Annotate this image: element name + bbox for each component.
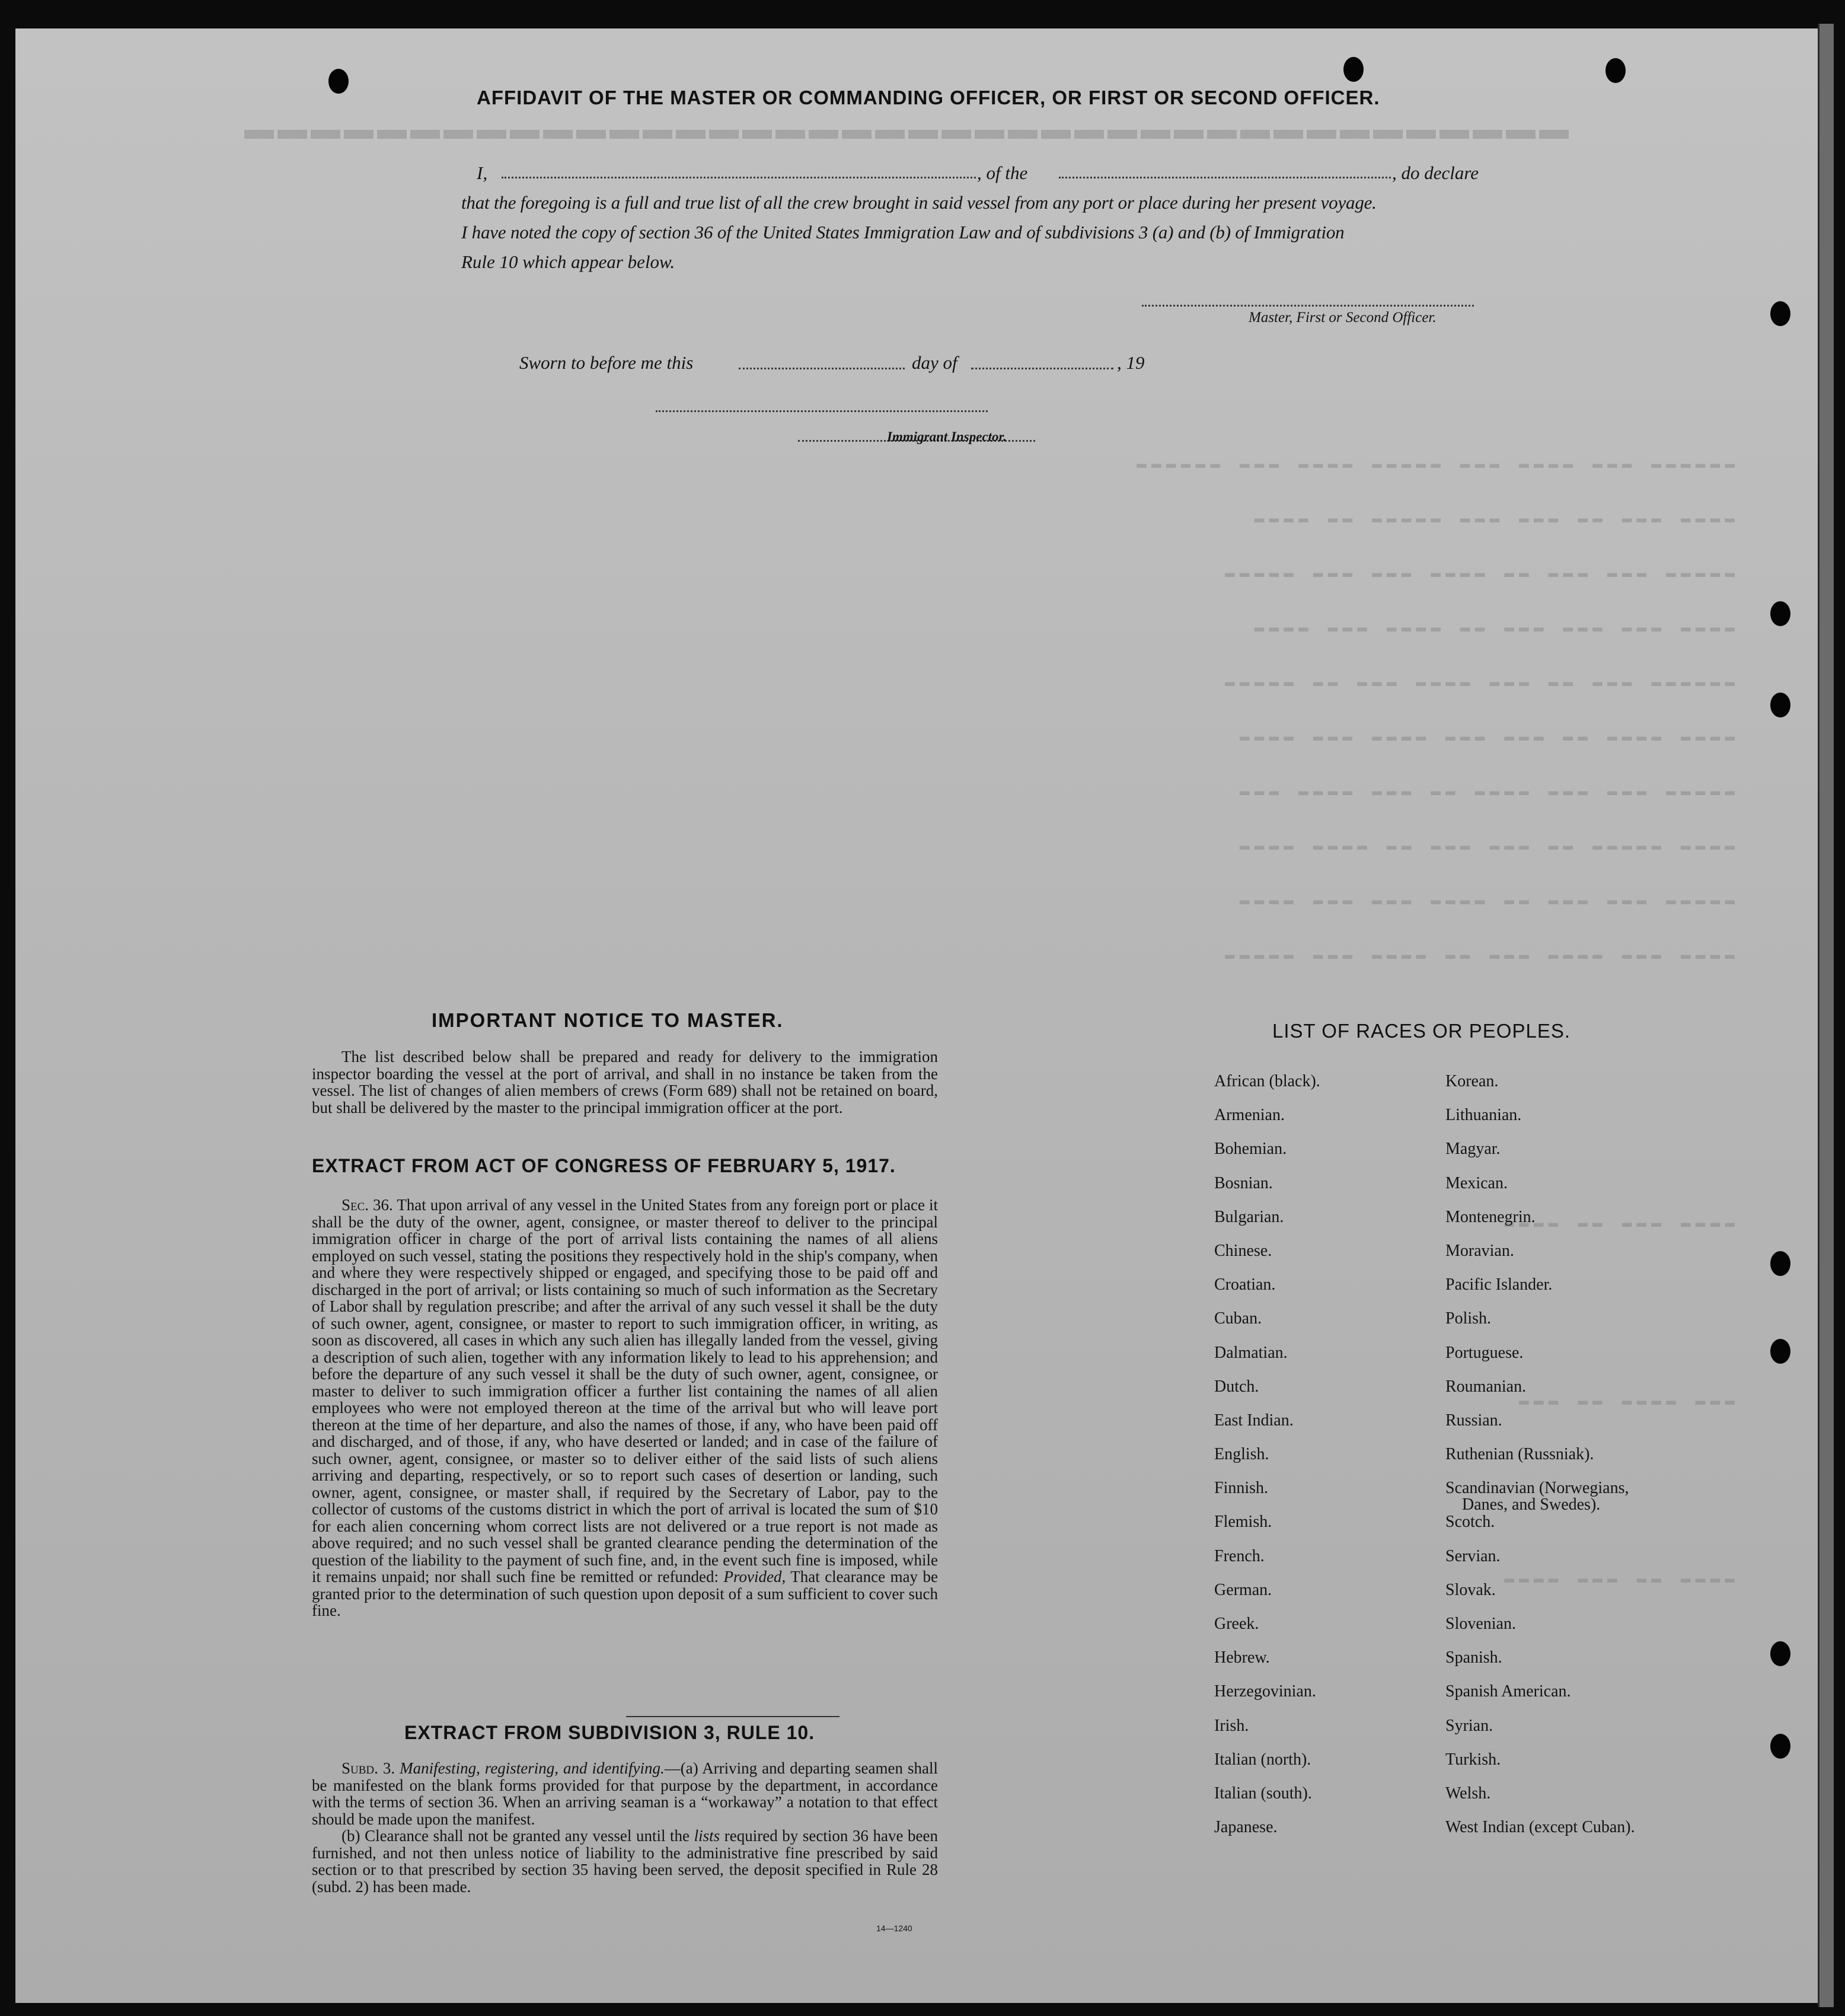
race-item: Slovak. (1445, 1580, 1496, 1599)
race-item: Greek. (1214, 1615, 1259, 1633)
punch-hole (328, 69, 349, 94)
rule10-subd-label: Subd. 3. (341, 1759, 395, 1777)
bleed-through-row: ▬▬▬▬ ▬▬▬ ▬▬▬ ▬▬▬ ▬▬ ▬▬▬▬ ▬▬▬ ▬▬▬▬ (1249, 619, 1735, 637)
race-item: Lithuanian. (1445, 1106, 1522, 1125)
rule10-para-b-start: (b) Clearance shall not be granted any vessel until the (341, 1827, 690, 1845)
bleed-through-row: ▬▬▬▬▬▬ ▬▬▬ ▬▬ ▬▬▬ ▬▬▬▬ ▬▬▬ ▬▬ ▬▬▬▬▬ (1220, 674, 1735, 692)
race-item: Chinese. (1214, 1241, 1272, 1260)
race-item: Mexican. (1445, 1173, 1508, 1192)
signature-label: Master, First or Second Officer. (1249, 310, 1437, 326)
races-title: LIST OF RACES OR PEOPLES. (1272, 1020, 1571, 1042)
punch-hole (1770, 1251, 1790, 1276)
race-item: English. (1214, 1445, 1269, 1464)
race-item: Montenegrin. (1445, 1207, 1536, 1226)
race-item: Magyar. (1445, 1140, 1501, 1159)
race-item: Irish. (1214, 1716, 1249, 1735)
race-item (1445, 1480, 1635, 1514)
race-item: Spanish American. (1445, 1682, 1571, 1701)
race-item: Portuguese. (1445, 1343, 1524, 1362)
race-item: Moravian. (1445, 1241, 1514, 1260)
affidavit-title: AFFIDAVIT OF THE MASTER OR COMMANDING OFFICER, OR FIRST OR SECOND OFFICER. (477, 87, 1380, 109)
race-item: Slovenian. (1445, 1615, 1516, 1633)
bleed-through-row: ▬▬▬ ▬▬▬▬ ▬▬ ▬▬▬ (1514, 1392, 1735, 1411)
race-item: Roumanian. (1445, 1377, 1527, 1396)
page-edge (1818, 24, 1834, 2007)
rule10-subd-heading: Manifesting, registering, and identifying. (400, 1759, 665, 1777)
race-item: Welsh. (1445, 1784, 1491, 1803)
race-item: African (black). (1214, 1072, 1320, 1090)
race-item: Korean. (1445, 1072, 1499, 1090)
race-item: Finnish. (1214, 1479, 1269, 1498)
punch-hole (1770, 601, 1790, 626)
signature-blank[interactable] (1142, 305, 1474, 307)
punch-hole (1770, 1734, 1790, 1759)
race-item: Italian (north). (1214, 1750, 1311, 1769)
form-number: 14—1240 (876, 1924, 912, 1933)
race-item: Russian. (1445, 1411, 1502, 1430)
rule10-para-a: —(a) Arriving and departing seamen shall be manifested on the blank forms provided for that purpose by the department, in accordance with the terms of section 36. When an arriving seaman is a “workaway” a notation to that effect should be made upon the manifest. (312, 1759, 938, 1828)
race-item: French. (1214, 1546, 1265, 1565)
act-text-block (312, 1197, 938, 1619)
sworn-day-of: day of (912, 352, 957, 373)
race-item: Pacific Islander. (1445, 1275, 1553, 1294)
race-item: Croatian. (1214, 1275, 1276, 1294)
sworn-month-blank[interactable] (971, 368, 1113, 369)
bleed-through-row: ▬▬▬▬ ▬▬▬▬▬ ▬▬ ▬▬▬ ▬▬▬ ▬▬ ▬▬▬▬ ▬▬▬▬ (1234, 837, 1735, 856)
punch-hole (1770, 301, 1790, 326)
race-item: German. (1214, 1580, 1272, 1599)
race-item-scandinavian: Scandinavian (Norwegians, (1445, 1479, 1629, 1498)
race-item: Dutch. (1214, 1377, 1259, 1396)
divider (626, 1716, 839, 1717)
race-item: East Indian. (1214, 1411, 1294, 1430)
race-item: Bulgarian. (1214, 1207, 1284, 1226)
race-item: West Indian (except Cuban). (1445, 1818, 1635, 1837)
vessel-blank[interactable] (1059, 177, 1391, 178)
bleed-through-row: ▬▬▬▬ ▬▬▬ ▬▬▬▬ ▬▬▬ ▬▬ ▬▬▬▬ ▬▬▬ ▬▬▬▬▬ (1220, 946, 1735, 965)
affidavit-declare: , do declare (1392, 162, 1479, 183)
bleed-through-title: ▬▬▬▬▬▬▬▬▬▬▬▬▬▬▬▬▬▬▬▬▬▬▬▬▬▬▬▬▬▬▬▬▬▬▬▬▬▬▬▬ (241, 112, 1569, 145)
race-item: Scotch. (1445, 1513, 1495, 1532)
race-item: Syrian. (1445, 1716, 1493, 1735)
affidavit-of-the: , of the (977, 162, 1028, 183)
race-item: Bohemian. (1214, 1140, 1287, 1159)
act-title: EXTRACT FROM ACT OF CONGRESS OF FEBRUARY 5, 1917. (312, 1155, 896, 1176)
races-left-column (1214, 1073, 1320, 1853)
punch-hole (1770, 1339, 1790, 1364)
document-page (15, 28, 1818, 2003)
act-section-label: Sec. 36. (341, 1196, 393, 1214)
rule10-para-b-end: required by section 36 have been furnished, and not then unless notice of liability to the administrative fine prescribed by said section or to that prescribed by section 35 having been served, the deposit specified in Rule 28 (subd. 2) has been made. (312, 1827, 939, 1896)
bleed-through-row: ▬▬▬▬ ▬▬▬ ▬▬ ▬▬▬ ▬▬▬ ▬▬▬▬▬ ▬▬ ▬▬▬▬ (1249, 510, 1735, 528)
bleed-through-row: ▬▬▬▬ ▬▬▬▬ ▬▬ ▬▬▬ ▬▬▬ ▬▬▬▬ ▬▬▬ ▬▬▬▬ (1234, 728, 1735, 747)
bleed-through-row: ▬▬▬▬ ▬▬ ▬▬▬ ▬▬▬▬ (1499, 1570, 1735, 1588)
rule10-text-block (312, 1760, 938, 1895)
bleed-through-row: ▬▬▬▬▬▬ ▬▬▬ ▬▬▬▬ ▬▬▬ ▬▬▬▬▬ ▬▬▬▬ ▬▬▬ ▬▬▬▬▬▬ (1132, 455, 1735, 474)
affidavit-line-3: I have noted the copy of section 36 of the United States Immigration Law and of subdivisions 3 (a) and (b) of Immigration (461, 222, 1345, 243)
race-item: Flemish. (1214, 1513, 1272, 1532)
race-item: Spanish. (1445, 1648, 1502, 1667)
notice-text: The list described below shall be prepared and ready for delivery to the immigration inspector boarding the vessel at the port of arrival, and shall in no instance be taken from the vessel. The list of changes of alien members of crews (Form 689) shall not be retained on board, but shall be delivered by the master to the principal immigration officer at the port. (312, 1048, 938, 1117)
act-text: That upon arrival of any vessel in the United States from any foreign port or place it shall be the duty of the owner, agent, consignee, or master thereof to deliver to the principal immigration officer in charge of the port of arrival lists containing the names of all aliens employed on such vessel, stating the positions they respectively hold in the ship's company, when and where they were respectively shipped or engaged, and specifying those to be paid off and discharged in the port of arrival; or lists containing so much of such information as the Secretary of Labor shall by regulation prescribe; and after the arrival of any such vessel it shall be the duty of such owner, agent, consignee, or master to report to such immigration officer, in writing, as soon as discovered, all cases in which any such alien has illegally landed from the vessel, giving a description of such alien, together with any information likely to lead to his apprehension; and before the departure of any such vessel it shall be the duty of such owner, agent, consignee, or master to deliver to such immigration officer a further list containing the names of all alien employees who were not employed thereon at the time of the arrival but who will leave port thereon at the time of her departure, and also the names of those, if any, who have been paid off and discharged, and of those, if any, who have deserted or landed; and in case of the failure of such owner, agent, consignee, or master so to deliver either of the said lists of such aliens arriving and departing, respectively, or so to report such cases of desertion or landing, such owner, agent, consignee, or master shall, if required by the Secretary of Labor, pay to the collector of customs of the customs district in which the port of arrival is located the sum of $10 for each alien concerning whom correct lists are not delivered or a true report is not made as above required; and no such vessel shall be granted clearance pending the determination of the question of the liability to the payment of such fine, and, in the event such fine is imposed, while it remains unpaid; nor shall such fine be remitted or refunded: (312, 1196, 939, 1586)
race-item: Hebrew. (1214, 1648, 1270, 1667)
race-item: Herzegovinian. (1214, 1682, 1316, 1701)
race-item: Italian (south). (1214, 1784, 1312, 1803)
sworn-label: Sworn to before me this (519, 352, 694, 373)
sworn-day-blank[interactable] (739, 368, 905, 369)
notice-title: IMPORTANT NOTICE TO MASTER. (432, 1009, 784, 1031)
inspector-label: Immigrant Inspector. (887, 429, 1007, 444)
bleed-through-row: ▬▬▬▬▬ ▬▬▬ ▬▬▬ ▬▬ ▬▬▬▬ ▬▬▬ ▬▬▬ ▬▬▬▬ (1234, 892, 1735, 910)
race-item: Japanese. (1214, 1818, 1278, 1837)
race-item: Armenian. (1214, 1106, 1285, 1125)
race-item: Dalmatian. (1214, 1343, 1288, 1362)
race-item: Polish. (1445, 1309, 1492, 1328)
punch-hole (1605, 58, 1626, 83)
rule10-title: EXTRACT FROM SUBDIVISION 3, RULE 10. (404, 1722, 815, 1743)
races-right-column (1445, 1073, 1635, 1853)
punch-hole (1770, 1641, 1790, 1666)
race-item: Servian. (1445, 1546, 1501, 1565)
sworn-year: , 19 (1117, 352, 1145, 373)
race-item: Cuban. (1214, 1309, 1262, 1328)
race-item: Turkish. (1445, 1750, 1501, 1769)
affidavit-line-2: that the foregoing is a full and true list of all the crew brought in said vessel from any port or place during her present voyage. (461, 192, 1377, 213)
race-item: Ruthenian (Russniak). (1445, 1445, 1594, 1464)
inspector-blank-1[interactable] (656, 410, 988, 412)
notice-text-block (312, 1048, 938, 1116)
name-blank[interactable] (502, 177, 976, 178)
punch-hole (1343, 57, 1364, 82)
race-item: Bosnian. (1214, 1173, 1273, 1192)
bleed-through-row: ▬▬▬▬ ▬▬▬ ▬▬ ▬▬▬▬ (1499, 1214, 1735, 1233)
act-provided: Provided, (723, 1568, 786, 1586)
punch-hole (1770, 693, 1790, 717)
bleed-through-row: ▬▬▬▬▬ ▬▬▬ ▬▬▬ ▬▬▬▬ ▬▬ ▬▬▬ ▬▬▬▬ ▬▬▬ (1234, 783, 1735, 801)
affidavit-line-4: Rule 10 which appear below. (461, 251, 675, 272)
rule10-para-b-lists: lists (694, 1827, 720, 1845)
act-text-end: That clearance may be granted prior to the determination of such question upon deposit of a sum sufficient to cover such fine. (312, 1568, 939, 1619)
bleed-through-row: ▬▬▬▬▬ ▬▬▬ ▬▬▬ ▬▬ ▬▬▬▬ ▬▬▬ ▬▬▬ ▬▬▬▬▬ (1220, 564, 1735, 583)
race-item-scandinavian-cont: Danes, and Swedes). (1462, 1495, 1601, 1514)
affidavit-i: I, (477, 162, 488, 183)
